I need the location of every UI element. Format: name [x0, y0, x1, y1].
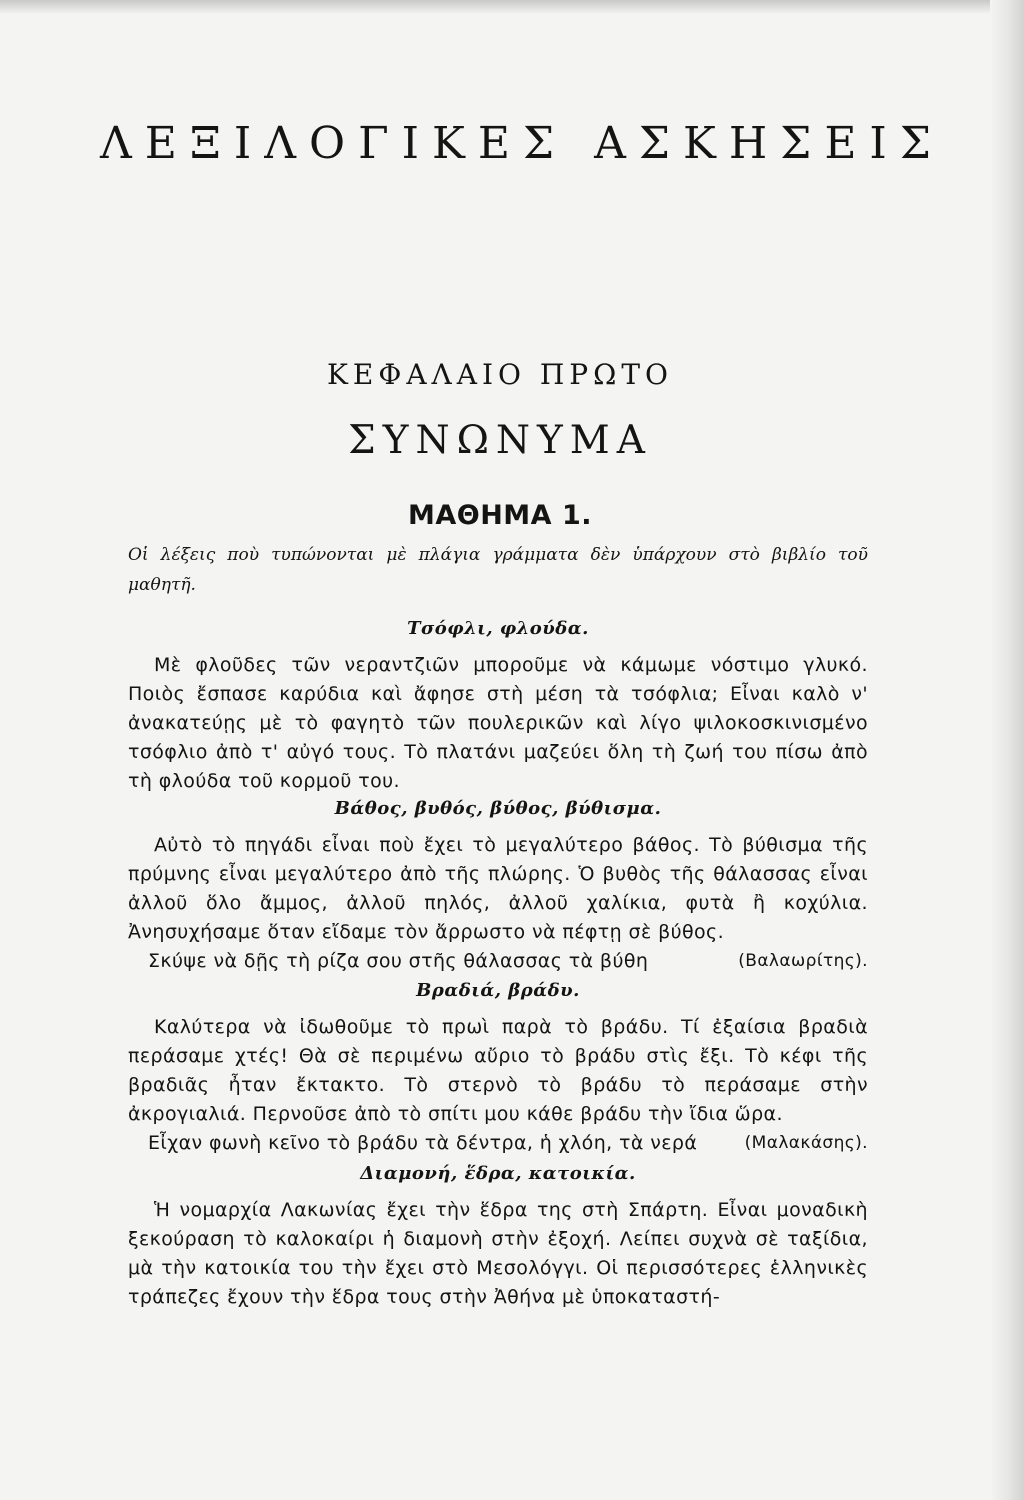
entry-heading: Τσόφλι, φλούδα. — [407, 618, 589, 639]
chapter-heading: ΚΕΦΑΛΑΙΟ ΠΡΩΤΟ — [327, 358, 673, 391]
entry-text: Ἡ νομαρχία Λακωνίας ἔχει τὴν ἕδρα της στὴ Σπάρτη. Εἶναι μοναδικὴ ξεκούραση τὸ καλοκαίρι ἡ διαμονὴ στὴν ἐξοχή. Λείπει συχνὰ σὲ ταξίδια, μὰ τὴν κατοικία του τὴν ἔχει στὸ Μεσολόγγι. Οἱ περισσότερες ἑλληνικὲς τράπεζες ἔχουν τὴν ἕδρα τους στὴν Ἀθήνα μὲ ὑποκαταστή- — [128, 1199, 868, 1308]
lesson-note: Οἱ λέξεις ποὺ τυπώνονται μὲ πλάγια γράμματα δὲν ὑπάρχουν στὸ βιβλίο τοῦ μαθητῆ. — [128, 545, 868, 595]
entry-text: Μὲ φλοῦδες τῶν νεραντζιῶν μποροῦμε νὰ κάμωμε νόστιμο γλυκό. Ποιὸς ἔσπασε καρύδια καὶ ἄφησε στὴ μέση τὰ τσόφλια; Εἶναι καλὸ ν' ἀνακατεύῃς μὲ τὸ φαγητὸ τῶν πουλερικῶν καὶ λίγο ψιλοκοσκινισμένο τσόφλιο ἀπὸ τ' αὐγό τους. Τὸ πλατάνι μαζεύει ὅλη τὴ ζωή του πίσω ἀπὸ τὴ φλούδα τοῦ κορμοῦ του. — [128, 654, 868, 792]
quote-source: (Βαλαωρίτης). — [738, 951, 868, 971]
entry-quote-line — [128, 947, 868, 976]
entry-heading: Βραδιά, βράδυ. — [416, 980, 580, 1001]
vocabulary-entry — [128, 618, 868, 796]
quote-source: (Μαλακάσης). — [744, 1133, 868, 1153]
section-heading: ΣΥΝΩΝΥΜΑ — [348, 418, 652, 463]
entry-quote-line — [128, 1129, 868, 1158]
entry-text: Καλύτερα νὰ ἰδωθοῦμε τὸ πρωὶ παρὰ τὸ βράδυ. Τί ἐξαίσια βραδιὰ περάσαμε χτές! Θὰ σὲ περιμένω αὔριο τὸ βράδυ στὶς ἔξι. Τὸ κέφι τῆς βραδιᾶς ἦταν ἔκτακτο. Τὸ στερνὸ τὸ βράδυ τὸ περάσαμε στὴν ἀκρογιαλιά. Περνοῦσε ἀπὸ τὸ σπίτι μου κάθε βράδυ τὴν ἴδια ὥρα. — [128, 1016, 868, 1125]
quote-text: Σκύψε νὰ δῇς τὴ ρίζα σου στῆς θάλασσας τὰ βύθη — [148, 950, 649, 972]
quote-text: Εἶχαν φωνὴ κεῖνο τὸ βράδυ τὰ δέντρα, ἡ χλόη, τὰ νερά — [148, 1132, 698, 1154]
vocabulary-entry — [128, 980, 868, 1158]
vocabulary-entry — [128, 798, 868, 976]
page-top-shadow — [0, 0, 1024, 14]
vocabulary-entry — [128, 1163, 868, 1312]
page-edge-shadow — [990, 0, 1024, 1500]
entry-heading: Διαμονή, ἕδρα, κατοικία. — [360, 1163, 636, 1184]
lesson-heading: ΜΑΘΗΜΑ 1. — [407, 500, 593, 531]
entry-text: Αὐτὸ τὸ πηγάδι εἶναι ποὺ ἔχει τὸ μεγαλύτερο βάθος. Τὸ βύθισμα τῆς πρύμνης εἶναι μεγαλύτερο ἀπὸ τῆς πλώρης. Ὁ βυθὸς τῆς θάλασσας εἶναι ἀλλοῦ ὅλο ἄμμος, ἀλλοῦ πηλός, ἀλλοῦ χαλίκια, φυτὰ ἢ κοχύλια. Ἀνησυχήσαμε ὅταν εἴδαμε τὸν ἄρρωστο νὰ πέφτῃ σὲ βύθος. — [128, 834, 868, 943]
book-title: ΛΕΞΙΛΟΓΙΚΕΣ ΑΣΚΗΣΕΙΣ — [100, 118, 944, 169]
entry-heading: Βάθος, βυθός, βύθος, βύθισμα. — [334, 798, 662, 819]
